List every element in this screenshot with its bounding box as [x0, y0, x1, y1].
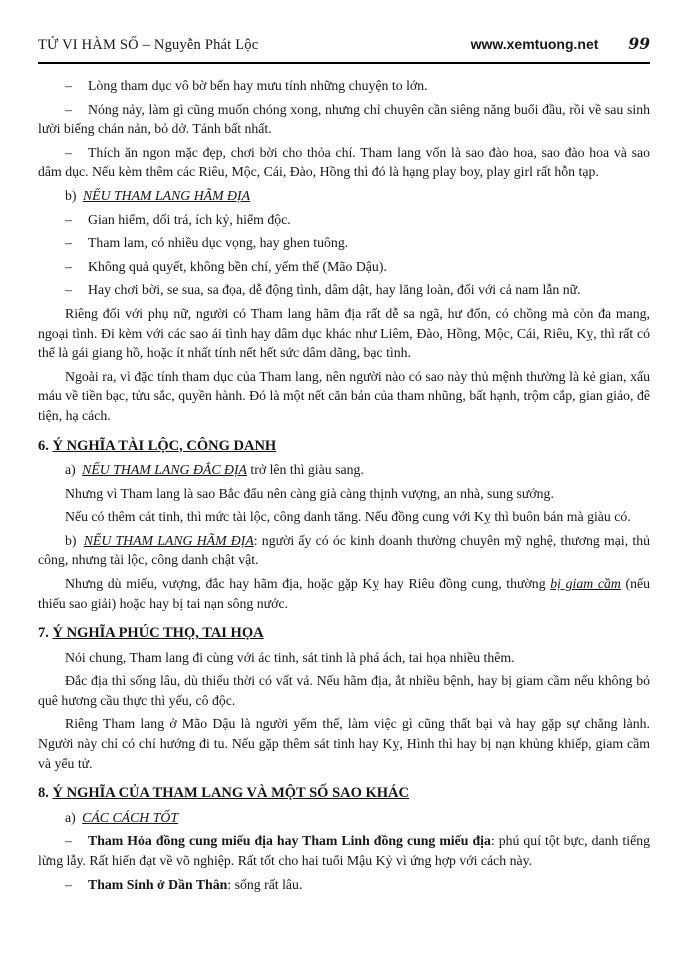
section-heading — [38, 436, 650, 457]
sub-heading-prefix: b) — [65, 532, 77, 548]
sub-heading — [38, 460, 650, 480]
section-number: 7. — [38, 625, 49, 642]
sub-heading-title: NẾU THAM LANG HÃM ĐỊA — [82, 187, 251, 203]
bullet-dash: – — [65, 876, 72, 892]
bullet-item — [38, 831, 650, 870]
section-title: Ý NGHĨA TÀI LỘC, CÔNG DANH — [52, 437, 277, 454]
sub-heading-prefix: a) — [65, 809, 76, 825]
sub-heading — [38, 186, 650, 206]
page-header — [38, 34, 650, 64]
section-heading — [38, 783, 650, 804]
bullet-dash: – — [65, 235, 72, 251]
sub-heading-title: CÁC CÁCH TỐT — [82, 809, 179, 825]
bullet-item — [38, 257, 650, 277]
bullet-text: Lòng tham dục vô bờ bến hay mưu tính những chuyện to lớn. — [88, 78, 428, 93]
bullet-item — [38, 143, 650, 182]
bullet-item — [38, 100, 650, 139]
bullet-dash: – — [65, 101, 72, 117]
bullet-text: Nóng nảy, làm gì cũng muốn chóng xong, nhưng chỉ chuyên cần siêng năng buổi đầu, rồi về sau sinh lười biếng chán nản, bỏ dở. Tánh bất nhất. — [38, 101, 650, 137]
bullet-text: Gian hiểm, dối trá, ích kỷ, hiểm độc. — [88, 211, 291, 227]
sub-heading-title: NẾU THAM LANG ĐẮC ĐỊA — [82, 462, 247, 477]
bullet-text: Hay chơi bời, se sua, sa đọa, dễ động tình, dâm dật, hay lăng loàn, đối với cả nam lẫn nữ. — [88, 282, 581, 298]
bullet-text: : sống rất lâu. — [227, 876, 303, 892]
bullet-dash: – — [65, 282, 72, 298]
section-number: 8. — [38, 785, 49, 802]
paragraph — [38, 574, 650, 613]
sub-heading-prefix: b) — [65, 187, 77, 203]
paragraph: Riêng đối với phụ nữ, người có Tham lang hãm địa rất dễ sa ngã, hư đốn, có chồng mà còn đa mang, ngoại tình. Đi kèm với các sao ái tình hay dâm dục khác như Liêm, Đào, Hồng, Mộc, Cái, Riêu, Kỵ, thì rất có thể là gái giang hồ, hoặc ít nhất tính nết hết sức dâm dãng, bạc tình. — [38, 305, 650, 361]
bullet-dash: – — [65, 258, 72, 274]
page-number: 99 — [628, 34, 650, 53]
paragraph: Riêng Tham lang ở Mão Dậu là người yếm thế, làm việc gì cũng thất bại và hay gặp sự chẳng lành. Người này chỉ có chí hướng đi tu. Nếu gặp thêm sát tinh hay Kỵ, Hình thì hay bị nạn khủng khiếp, giam cầm và yểu tử. — [38, 716, 650, 771]
sub-heading — [38, 531, 650, 570]
section-title: Ý NGHĨA PHÚC THỌ, TAI HỌA — [52, 625, 264, 642]
bullet-bold-lead: Tham Hỏa đồng cung miếu địa hay Tham Linh đồng cung miếu địa — [88, 833, 491, 849]
book-title: TỬ VI HÀM SỐ – Nguyễn Phát Lộc — [38, 37, 259, 53]
paragraph: Nếu có thêm cát tinh, thì mức tài lộc, công danh tăng. Nếu đồng cung với Kỵ thì buôn bán mà giàu có. — [65, 509, 631, 525]
bullet-item — [38, 233, 650, 253]
sub-heading-rest: : người ấy có óc kinh doanh thường chuyên mỹ nghệ, thương mại, thủ công, nhưng tài lộc, công danh chật vật. — [38, 532, 650, 568]
bullet-item — [38, 76, 650, 96]
bullet-dash: – — [65, 78, 72, 93]
paragraph: Đắc địa thì sống lâu, dù thiếu thời có vất vả. Nếu hãm địa, ắt nhiều bệnh, hay bị giam cầm nếu không bỏ quê hương cầu thực thì yếu, cô độc. — [38, 673, 650, 708]
bullet-dash: – — [65, 833, 72, 849]
section-heading — [38, 623, 650, 644]
bullet-item — [38, 875, 650, 895]
sub-heading-prefix: a) — [65, 462, 76, 477]
bullet-text: Không quả quyết, không bền chí, yếm thế (Mão Dậu). — [88, 258, 387, 274]
paragraph-text: (nếu thiếu sao giải) hoặc hay bị tai nạn sông nước. — [38, 575, 650, 611]
section-title: Ý NGHĨA CỦA THAM LANG VÀ MỘT SỐ SAO KHÁC — [52, 785, 410, 802]
bullet-dash: – — [65, 144, 72, 160]
paragraph-text: Nhưng dù miếu, vượng, đắc hay hãm địa, hoặc gặp Kỵ hay Riêu đồng cung, thường — [65, 575, 551, 591]
paragraph: Nói chung, Tham lang đi cùng với ác tinh, sát tinh là phá ách, tai họa nhiều thêm. — [65, 649, 515, 665]
sub-heading-title: NẾU THAM LANG HÃM ĐỊA — [83, 532, 254, 548]
page-body — [38, 76, 650, 894]
website-url: www.xemtuong.net — [470, 36, 599, 52]
sub-heading — [38, 808, 650, 828]
sub-heading-rest: trở lên thì giàu sang. — [246, 462, 364, 477]
emphasized-phrase: bị giam cầm — [550, 575, 621, 591]
paragraph: Nhưng vì Tham lang là sao Bắc đẩu nên càng già càng thịnh vượng, an nhà, sung sướng. — [65, 485, 554, 501]
bullet-item — [38, 280, 650, 300]
bullet-text: Thích ăn ngon mặc đẹp, chơi bời cho thỏa chí. Tham lang vốn là sao đào hoa, sao đào hoa và sao dâm dục. Nếu kèm thêm các Riêu, Mộc, Cái, Đào, Hồng thì đó là hạng play boy, play girl rất hỗn tạp. — [38, 144, 650, 180]
bullet-bold-lead: Tham Sinh ở Dần Thân — [88, 876, 228, 892]
bullet-text: Tham lam, có nhiều dục vọng, hay ghen tuông. — [88, 235, 349, 251]
bullet-item — [38, 210, 650, 230]
paragraph: Ngoài ra, vì đặc tính tham dục của Tham lang, nên người nào có sao này thủ mệnh thường là kẻ gian, xấu máu về tiền bạc, tửu sắc, quyền hành. Đó là một nết căn bản của tham nhũng, bất hạnh, trộm cắp, gian giảo, đê tiện, hạ cách. — [38, 368, 650, 423]
bullet-dash: – — [65, 211, 72, 227]
bullet-text: : phú quí tột bực, danh tiếng lừng lẫy. Rất hiển đạt về võ nghiệp. Rất tốt cho hai tuổi Mậu Kỷ vì ứng hợp với cách này. — [38, 833, 650, 868]
section-number: 6. — [38, 437, 49, 454]
